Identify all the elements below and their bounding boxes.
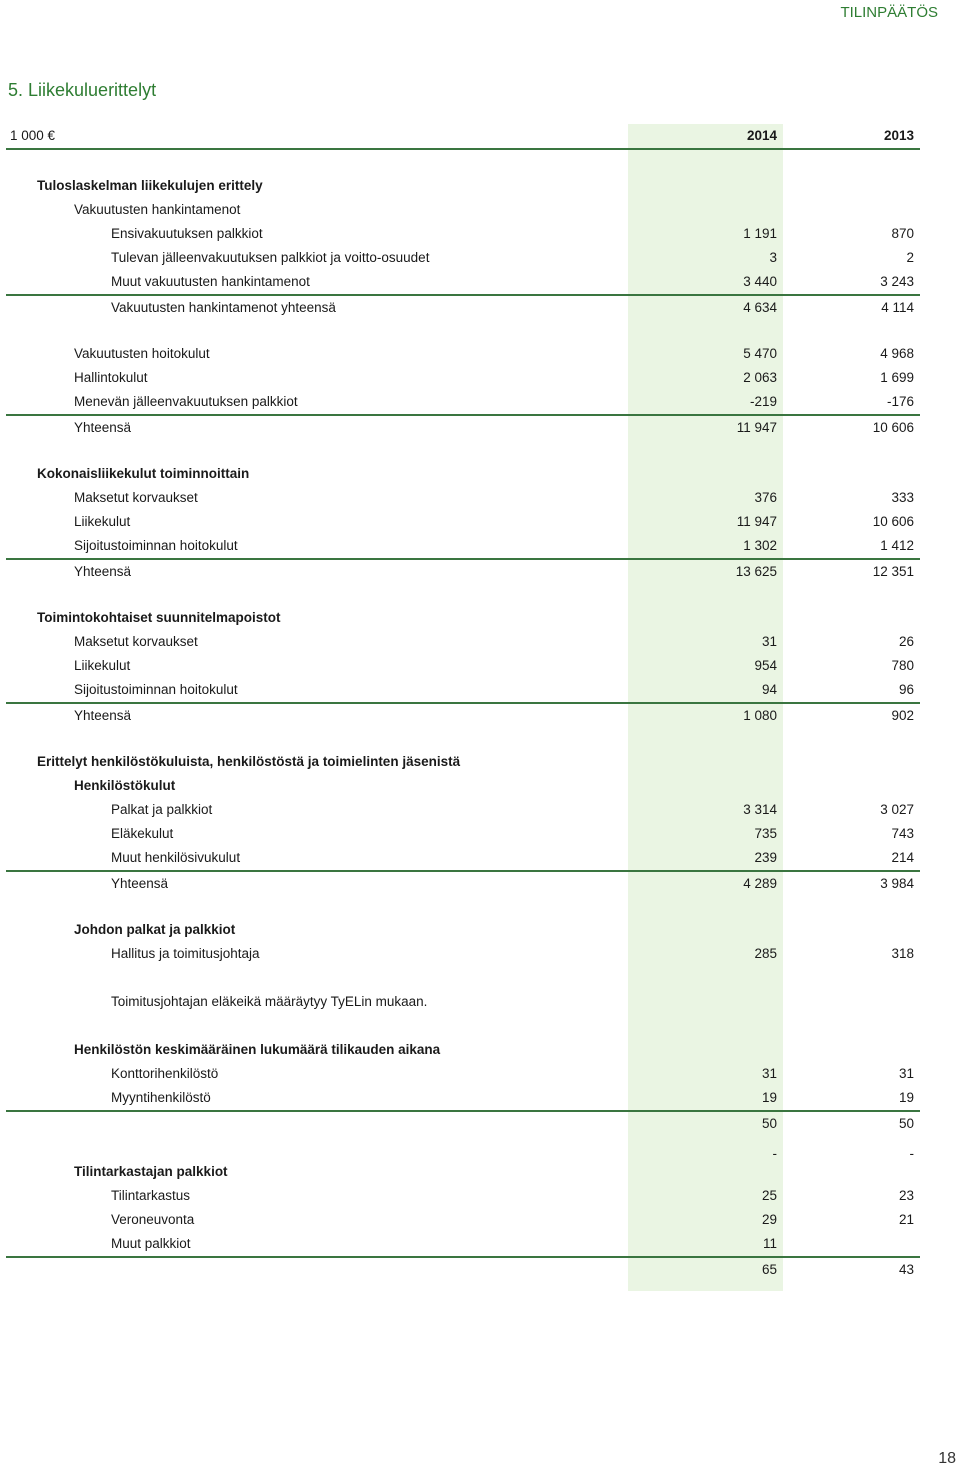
table-row (6, 942, 920, 966)
subsection-heading: Henkilöstökulut (74, 778, 176, 793)
row-label: Veroneuvonta (111, 1212, 195, 1227)
row-label: Yhteensä (74, 708, 132, 723)
total-row (6, 560, 920, 584)
row-label: Menevän jälleenvakuutuksen palkkiot (74, 394, 298, 409)
value-2014: 29 (761, 1212, 777, 1227)
table-row (6, 366, 920, 390)
row-label: Hallitus ja toimitusjohtaja (111, 946, 260, 961)
note-text: Toimitusjohtajan eläkeikä määräytyy TyELin mukaan. (111, 994, 428, 1009)
value-2014: 11 947 (736, 420, 777, 435)
table-row (6, 678, 920, 704)
table-row (6, 534, 920, 560)
value-2014: 954 (754, 658, 777, 673)
value-2014: 31 (761, 1066, 777, 1081)
row-label: Tulevan jälleenvakuutuksen palkkiot ja voitto-osuudet (111, 250, 430, 265)
value-2014: 13 625 (735, 564, 777, 579)
row-label: Yhteensä (111, 876, 169, 891)
value-2014: 4 289 (743, 876, 777, 891)
row-label: Hallintokulut (74, 370, 148, 385)
value-2014: 11 947 (736, 514, 777, 529)
row-label: Liikekulut (74, 514, 131, 529)
value-2014: 65 (761, 1262, 777, 1277)
table-row (6, 822, 920, 846)
table-row (6, 630, 920, 654)
column-header-2013: 2013 (883, 128, 914, 143)
table-row (6, 750, 920, 774)
total-row (6, 1112, 920, 1136)
expense-table (6, 124, 920, 1282)
row-label: Sijoitustoiminnan hoitokulut (74, 538, 238, 553)
value-2013: -176 (886, 394, 914, 409)
row-label: Palkat ja palkkiot (111, 802, 213, 817)
value-2013: 870 (891, 226, 914, 241)
row-label: Vakuutusten hankintamenot yhteensä (111, 300, 336, 315)
value-2013: 1 699 (880, 370, 914, 385)
value-2014: 19 (761, 1090, 777, 1105)
value-2013: 96 (898, 682, 914, 697)
table-row (6, 270, 920, 296)
value-2013: 214 (891, 850, 914, 865)
table-row (6, 654, 920, 678)
value-2013: 780 (891, 658, 914, 673)
value-2013: 23 (898, 1188, 914, 1203)
table-row (6, 486, 920, 510)
value-2014: 735 (754, 826, 777, 841)
value-2013: 3 984 (880, 876, 914, 891)
table-row (6, 390, 920, 416)
value-2013: 26 (898, 634, 914, 649)
row-label: Sijoitustoiminnan hoitokulut (74, 682, 238, 697)
value-2013: 21 (898, 1212, 914, 1227)
table-row (6, 1038, 920, 1062)
table-row (6, 342, 920, 366)
table-row (6, 846, 920, 872)
value-2014: 3 (769, 250, 777, 265)
header-title: TILINPÄÄTÖS (840, 4, 938, 21)
total-row (6, 1258, 920, 1282)
row-label: Maksetut korvaukset (74, 490, 198, 505)
table-header-row (6, 124, 920, 150)
note-row (6, 990, 920, 1014)
value-2013: 743 (891, 826, 914, 841)
row-label: Eläkekulut (111, 826, 174, 841)
value-2014: 1 302 (743, 538, 777, 553)
unit-label: 1 000 € (10, 128, 56, 143)
table-row (6, 774, 920, 798)
table-row (6, 606, 920, 630)
value-2014: 1 191 (743, 226, 777, 241)
value-2013: 318 (891, 946, 914, 961)
total-row (6, 872, 920, 896)
value-2013: 902 (891, 708, 914, 723)
subsection-heading: Johdon palkat ja palkkiot (74, 922, 236, 937)
column-header-2014: 2014 (746, 128, 777, 143)
table-row (6, 1232, 920, 1258)
value-2013: 50 (898, 1116, 914, 1131)
value-2013: 333 (891, 490, 914, 505)
table-row (6, 1208, 920, 1232)
section-heading: Tuloslaskelman liikekulujen erittely (37, 178, 263, 193)
section-heading: Erittelyt henkilöstökuluista, henkilöstöstä ja toimielinten jäsenistä (37, 754, 461, 769)
row-label: Maksetut korvaukset (74, 634, 198, 649)
value-2014: 31 (761, 634, 777, 649)
value-2014: 3 314 (743, 802, 777, 817)
section-heading: Toimintokohtaiset suunnitelmapoistot (37, 610, 281, 625)
value-2014: 4 634 (743, 300, 777, 315)
row-label: Yhteensä (74, 420, 132, 435)
value-2014: 1 080 (743, 708, 777, 723)
subsection-heading: Tilintarkastajan palkkiot (74, 1164, 228, 1179)
row-label: Ensivakuutuksen palkkiot (111, 226, 263, 241)
value-2013: 3 027 (880, 802, 914, 817)
value-2013: 3 243 (880, 274, 914, 289)
subsection-heading: Vakuutusten hankintamenot (74, 202, 241, 217)
row-label: Muut palkkiot (111, 1236, 191, 1251)
value-2014: - (772, 1146, 777, 1161)
table-row (6, 798, 920, 822)
value-2013: 2 (906, 250, 914, 265)
row-label: Yhteensä (74, 564, 132, 579)
row-label: Konttorihenkilöstö (111, 1066, 219, 1081)
row-label: Muut vakuutusten hankintamenot (111, 274, 310, 289)
value-2014: 25 (761, 1188, 777, 1203)
value-2013: 12 351 (872, 564, 914, 579)
table-row (6, 918, 920, 942)
total-row (6, 296, 920, 320)
table-row (6, 1062, 920, 1086)
table-row (6, 462, 920, 486)
value-2014: 11 (762, 1236, 777, 1251)
value-2013: 1 412 (880, 538, 914, 553)
value-2013: 31 (898, 1066, 914, 1081)
total-row (6, 416, 920, 440)
value-2014: 5 470 (743, 346, 777, 361)
table-row (6, 222, 920, 246)
value-2014: 50 (761, 1116, 777, 1131)
row-label: Vakuutusten hoitokulut (74, 346, 210, 361)
value-2014: 285 (754, 946, 777, 961)
total-row (6, 704, 920, 728)
value-2014: 376 (754, 490, 777, 505)
value-2014: 2 063 (743, 370, 777, 385)
value-2013: 10 606 (872, 514, 914, 529)
value-2014: 94 (761, 682, 777, 697)
section-heading: Kokonaisliikekulut toiminnoittain (37, 466, 250, 481)
table-row (6, 198, 920, 222)
page-number: 18 (938, 1450, 956, 1467)
value-2013: 43 (898, 1262, 914, 1277)
table-row (6, 174, 920, 198)
value-2013: 4 968 (880, 346, 914, 361)
value-2013: - (909, 1146, 914, 1161)
value-2013: 10 606 (872, 420, 914, 435)
section-title: 5. Liikekuluerittelyt (8, 80, 157, 100)
table-row (6, 1184, 920, 1208)
table-row (6, 246, 920, 270)
value-2014: 3 440 (743, 274, 777, 289)
table-row (6, 1160, 920, 1184)
table-row (6, 1086, 920, 1112)
row-label: Tilintarkastus (111, 1188, 191, 1203)
value-2014: 239 (754, 850, 777, 865)
value-2013: 4 114 (881, 300, 914, 315)
value-2013: 19 (898, 1090, 914, 1105)
row-label: Muut henkilösivukulut (111, 850, 241, 865)
row-label: Myyntihenkilöstö (111, 1090, 211, 1105)
subsection-heading: Henkilöstön keskimääräinen lukumäärä tilikauden aikana (74, 1042, 441, 1057)
table-row (6, 510, 920, 534)
row-label: Liikekulut (74, 658, 131, 673)
value-2014: -219 (749, 394, 777, 409)
